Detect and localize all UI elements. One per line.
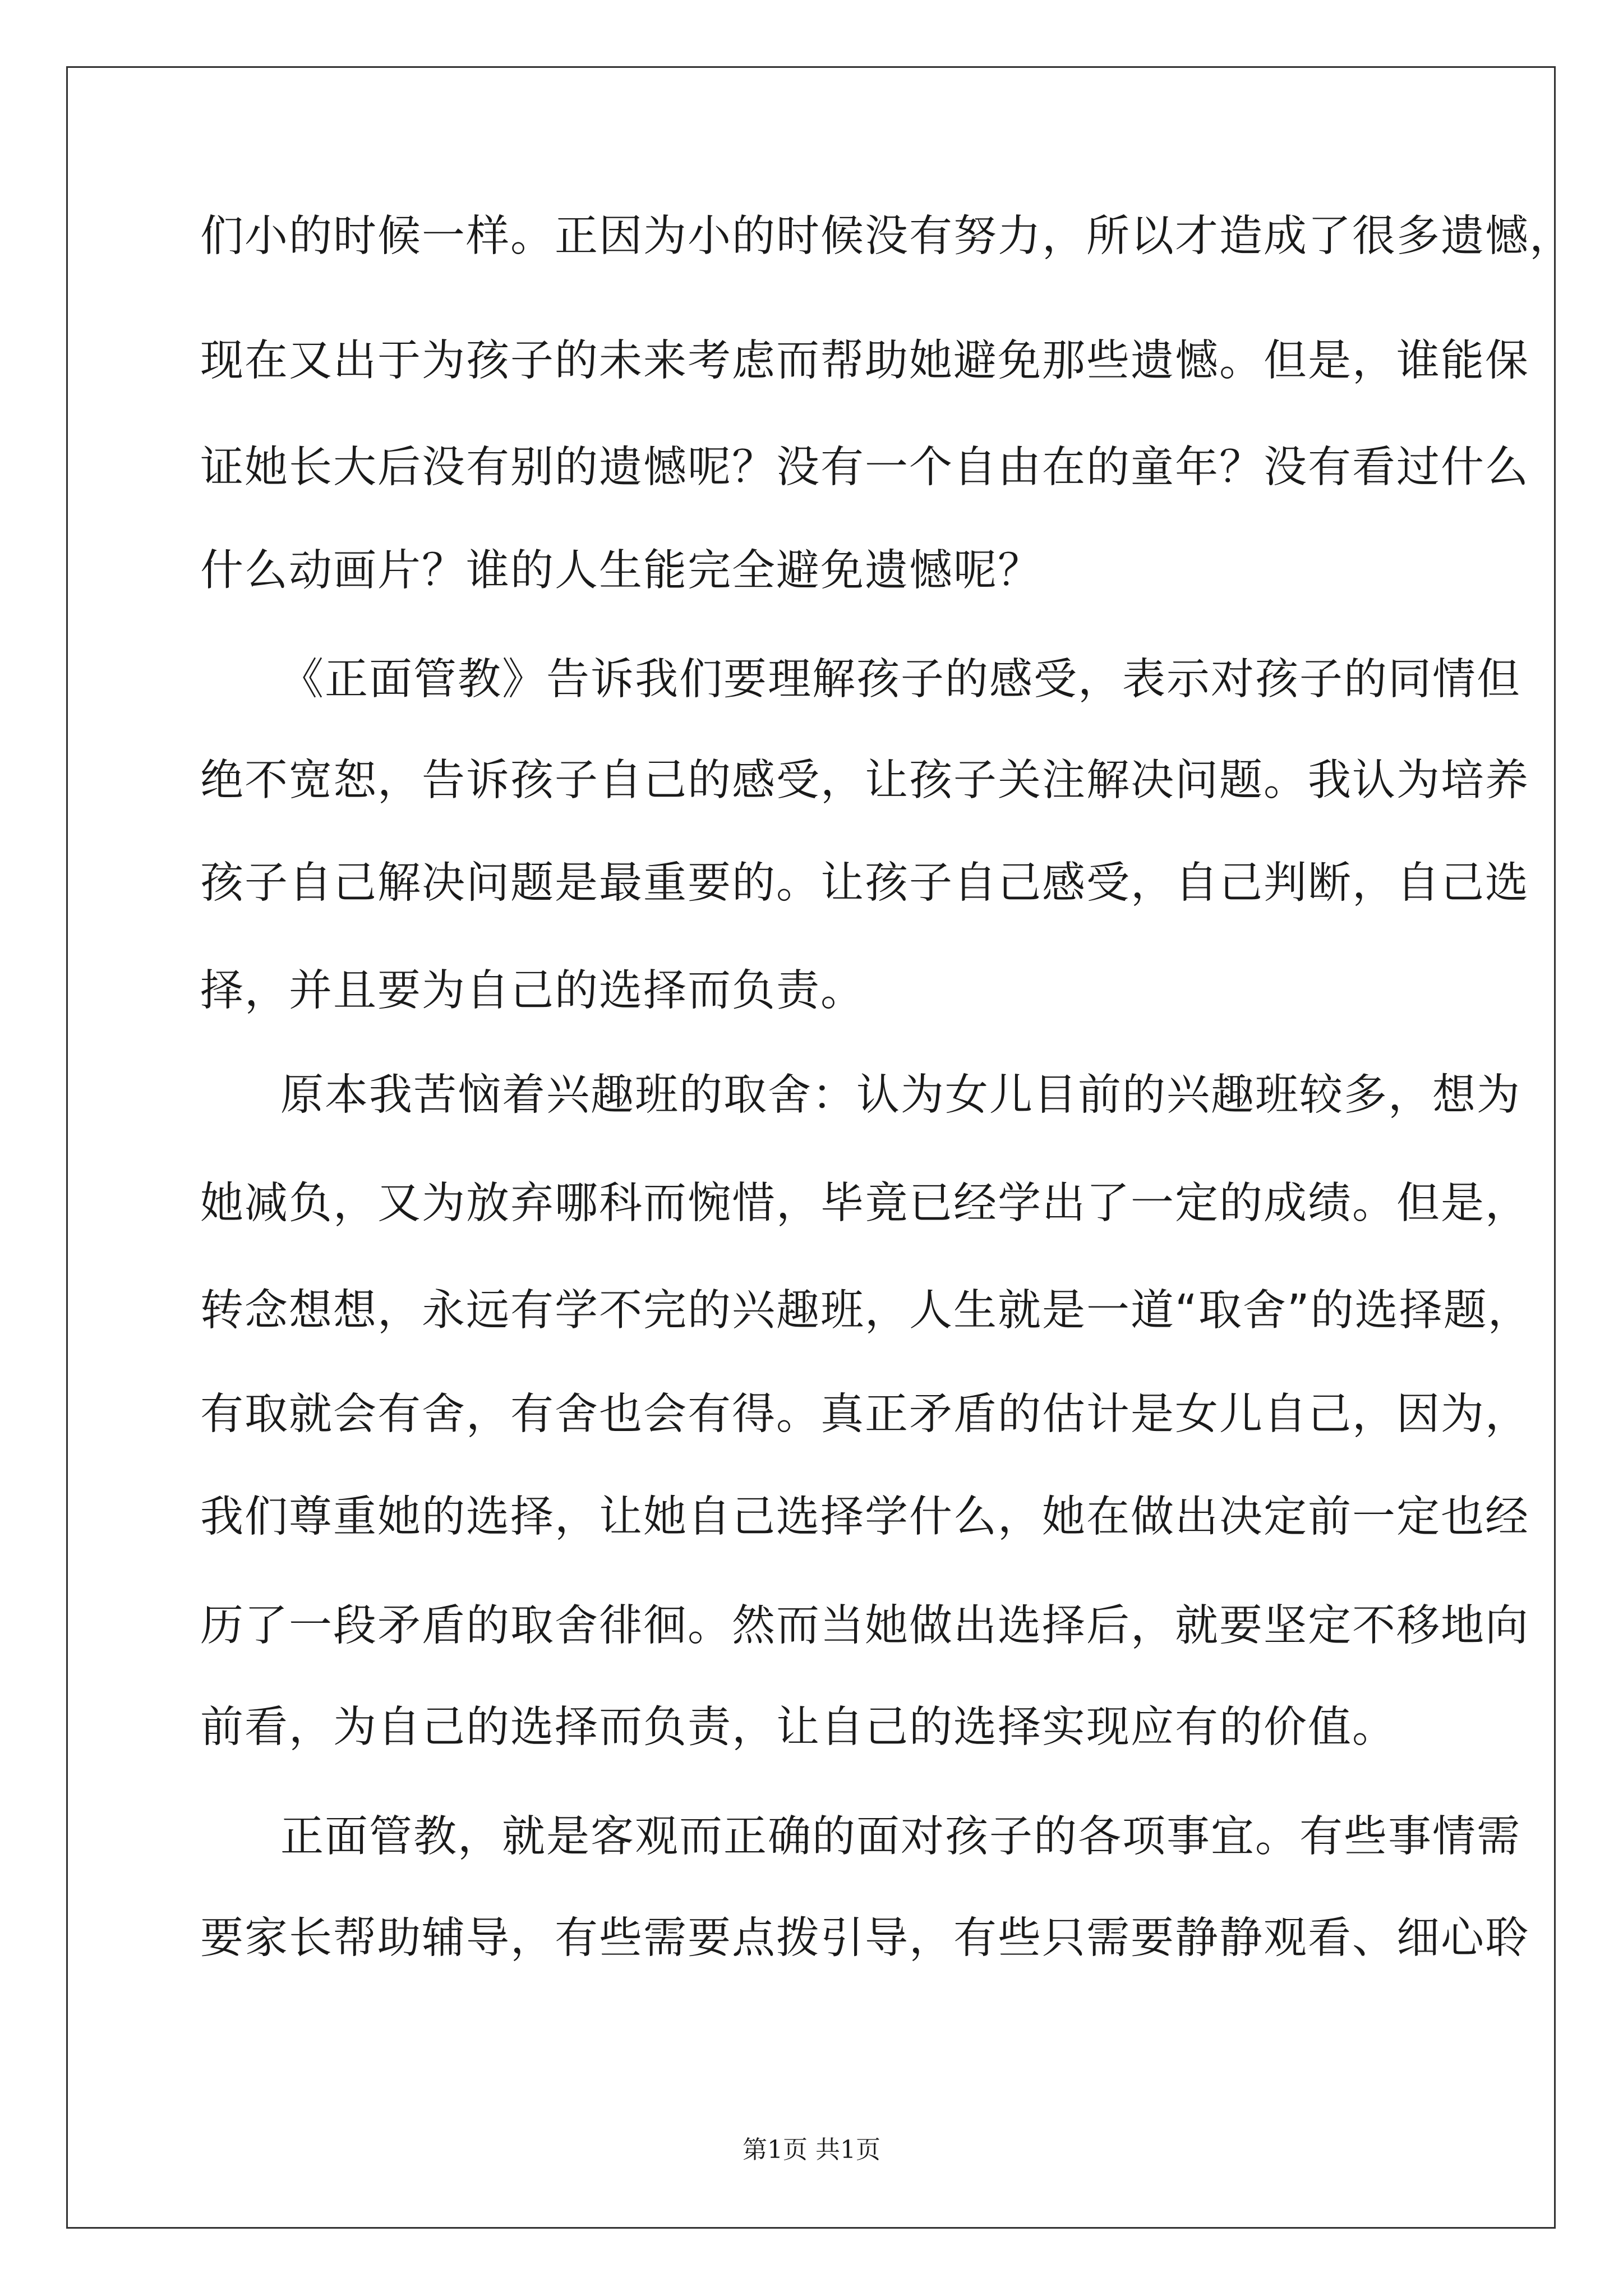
page-number-footer: 第1页 共1页 [743,2136,880,2164]
text-line: 历了一段矛盾的取舍徘徊。然而当她做出选择后，就要坚定不移地向 [200,1601,1529,1651]
text-line: 要家长帮助辅导，有些需要点拨引导，有些只需要静静观看、细心聆 [200,1913,1529,1963]
text-line: 绝不宽恕，告诉孩子自己的感受，让孩子关注解决问题。我认为培养 [200,756,1529,806]
text-line: 前看，为自己的选择而负责，让自己的选择实现应有的价值。 [200,1703,1396,1752]
text-line: 现在又出于为孩子的未来考虑而帮助她避免那些遗憾。但是，谁能保 [200,336,1529,386]
text-line: 有取就会有舍，有舍也会有得。真正矛盾的估计是女儿自己，因为， [200,1389,1529,1439]
text-line: 我们尊重她的选择，让她自己选择学什么，她在做出决定前一定也经 [200,1492,1529,1542]
text-line: 择，并且要为自己的选择而负责。 [200,966,865,1016]
text-line: 孩子自己解决问题是最重要的。让孩子自己感受，自己判断，自己选 [200,858,1529,908]
text-line-indented: 《正面管教》告诉我们要理解孩子的感受，表示对孩子的同情但 [280,655,1521,705]
text-line-indented: 原本我苦恼着兴趣班的取舍：认为女儿目前的兴趣班较多，想为 [280,1070,1521,1120]
text-line: 证她长大后没有别的遗憾呢？没有一个自由在的童年？没有看过什么 [200,443,1529,493]
text-line-indented: 正面管教，就是客观而正确的面对孩子的各项事宜。有些事情需 [280,1812,1521,1862]
text-line: 转念想想，永远有学不完的兴趣班，人生就是一道“取舍”的选择题， [200,1286,1532,1336]
text-line: 她减负，又为放弃哪科而惋惜，毕竟已经学出了一定的成绩。但是， [200,1179,1529,1228]
text-line: 什么动画片？谁的人生能完全避免遗憾呢？ [200,546,1042,596]
text-line: 们小的时候一样。正因为小的时候没有努力，所以才造成了很多遗憾， [200,211,1574,261]
